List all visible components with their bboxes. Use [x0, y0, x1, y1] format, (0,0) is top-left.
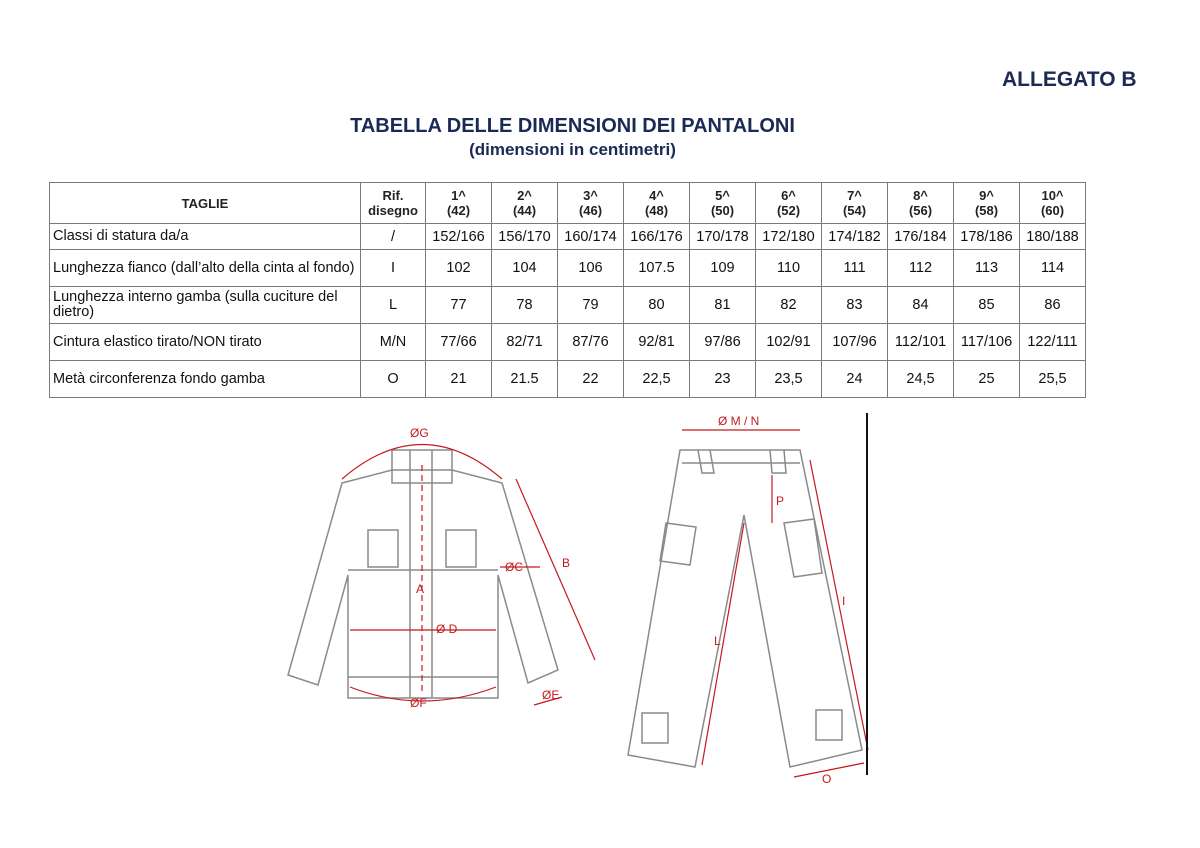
size-header — [624, 183, 690, 224]
table-cell: 82/71 — [492, 324, 558, 361]
row-ref: I — [361, 250, 426, 287]
trouser-outline — [628, 450, 862, 767]
table-cell: 112/101 — [888, 324, 954, 361]
size-number: 6^ — [781, 188, 796, 203]
table-cell: 21.5 — [492, 361, 558, 398]
taglie-header: TAGLIE — [50, 183, 361, 224]
table-cell: 156/170 — [492, 224, 558, 250]
table-cell: 160/174 — [558, 224, 624, 250]
garment-drawings — [270, 405, 880, 785]
table-cell: 104 — [492, 250, 558, 287]
table-cell: 97/86 — [690, 324, 756, 361]
row-ref: M/N — [361, 324, 426, 361]
label-mn: Ø M / N — [718, 414, 760, 428]
size-eu: (58) — [974, 203, 999, 218]
table-cell: 77 — [426, 287, 492, 324]
size-eu: (60) — [1040, 203, 1065, 218]
table-cell: 112 — [888, 250, 954, 287]
size-header — [756, 183, 822, 224]
table-cell: 178/186 — [954, 224, 1020, 250]
jacket-placket — [410, 450, 432, 698]
size-number: 10^ — [1041, 188, 1064, 203]
table-cell: 83 — [822, 287, 888, 324]
page-title: TABELLA DELLE DIMENSIONI DEI PANTALONI — [350, 115, 795, 137]
label-e: ØE — [542, 688, 560, 702]
table-cell: 25 — [954, 361, 1020, 398]
trouser-side-pocket-left — [660, 523, 696, 565]
table-cell: 174/182 — [822, 224, 888, 250]
table-cell: 122/111 — [1020, 324, 1086, 361]
table-cell: 24 — [822, 361, 888, 398]
table-cell: 80 — [624, 287, 690, 324]
label-b: B — [562, 556, 571, 570]
table-cell: 170/178 — [690, 224, 756, 250]
table-cell: 22,5 — [624, 361, 690, 398]
size-header — [558, 183, 624, 224]
row-label: Cintura elastico tirato/NON tirato — [50, 324, 361, 361]
table-cell: 117/106 — [954, 324, 1020, 361]
size-eu: (42) — [446, 203, 471, 218]
size-header — [954, 183, 1020, 224]
size-eu: (56) — [908, 203, 933, 218]
label-g: ØG — [410, 426, 429, 440]
size-eu: (50) — [710, 203, 735, 218]
size-header — [822, 183, 888, 224]
table-cell: 110 — [756, 250, 822, 287]
label-d: Ø D — [436, 622, 458, 636]
trouser-knee-patch-left — [642, 713, 668, 743]
label-l: L — [714, 634, 721, 648]
size-number: 7^ — [847, 188, 862, 203]
jacket-pocket-left — [368, 530, 398, 567]
table-cell: 84 — [888, 287, 954, 324]
label-c: ØC — [505, 560, 523, 574]
table-cell: 85 — [954, 287, 1020, 324]
size-number: 8^ — [913, 188, 928, 203]
table-cell: 82 — [756, 287, 822, 324]
table-cell: 79 — [558, 287, 624, 324]
size-number: 4^ — [649, 188, 664, 203]
trouser-measures — [682, 430, 868, 777]
table-cell: 25,5 — [1020, 361, 1086, 398]
row-ref: O — [361, 361, 426, 398]
trouser-belt-loop-left — [698, 450, 714, 473]
rif-header-line1: Rif. — [382, 188, 404, 203]
size-number: 9^ — [979, 188, 994, 203]
row-label: Lunghezza interno gamba (sulla cuciture del dietro) — [50, 287, 361, 324]
table-cell: 172/180 — [756, 224, 822, 250]
table-row — [50, 287, 1086, 324]
size-eu: (52) — [776, 203, 801, 218]
table-cell: 114 — [1020, 250, 1086, 287]
table-cell: 152/166 — [426, 224, 492, 250]
size-eu: (48) — [644, 203, 669, 218]
trouser-knee-patch-right — [816, 710, 842, 740]
table-cell: 81 — [690, 287, 756, 324]
size-header — [888, 183, 954, 224]
table-cell: 109 — [690, 250, 756, 287]
jacket-pocket-right — [446, 530, 476, 567]
size-header — [690, 183, 756, 224]
size-eu: (54) — [842, 203, 867, 218]
table-cell: 24,5 — [888, 361, 954, 398]
label-i: I — [842, 594, 846, 608]
label-o: O — [822, 772, 832, 785]
row-ref: L — [361, 287, 426, 324]
size-eu: (46) — [578, 203, 603, 218]
table-row — [50, 224, 1086, 250]
table-cell: 102/91 — [756, 324, 822, 361]
trouser-drawing — [628, 450, 862, 767]
size-header — [426, 183, 492, 224]
table-cell: 166/176 — [624, 224, 690, 250]
table-cell: 21 — [426, 361, 492, 398]
table-cell: 180/188 — [1020, 224, 1086, 250]
table-cell: 78 — [492, 287, 558, 324]
table-cell: 107.5 — [624, 250, 690, 287]
page-subtitle: (dimensioni in centimetri) — [469, 140, 676, 159]
table-cell: 23 — [690, 361, 756, 398]
table-cell: 176/184 — [888, 224, 954, 250]
table-header-row — [50, 183, 1086, 224]
measure-l-line — [702, 523, 744, 765]
size-eu: (44) — [512, 203, 537, 218]
row-label: Lunghezza fianco (dall’alto della cinta al fondo) — [50, 250, 361, 287]
row-ref: / — [361, 224, 426, 250]
label-f: ØF — [410, 696, 427, 710]
size-table — [49, 182, 1086, 398]
table-cell: 23,5 — [756, 361, 822, 398]
table-cell: 106 — [558, 250, 624, 287]
trouser-measure-labels — [714, 414, 845, 785]
rif-header-line2: disegno — [368, 203, 418, 218]
size-number: 5^ — [715, 188, 730, 203]
table-cell: 92/81 — [624, 324, 690, 361]
table-cell: 86 — [1020, 287, 1086, 324]
size-number: 2^ — [517, 188, 532, 203]
size-header — [492, 183, 558, 224]
table-cell: 22 — [558, 361, 624, 398]
rif-header — [361, 183, 426, 224]
annex-label: ALLEGATO B — [1002, 68, 1137, 91]
table-cell: 87/76 — [558, 324, 624, 361]
row-label: Classi di statura da/a — [50, 224, 361, 250]
size-number: 3^ — [583, 188, 598, 203]
table-cell: 111 — [822, 250, 888, 287]
table-cell: 107/96 — [822, 324, 888, 361]
table-row — [50, 361, 1086, 398]
label-p: P — [776, 494, 785, 508]
measure-i-line — [810, 460, 868, 750]
table-cell: 113 — [954, 250, 1020, 287]
trouser-belt-loop-right — [770, 450, 786, 473]
size-header — [1020, 183, 1086, 224]
size-number: 1^ — [451, 188, 466, 203]
table-row — [50, 250, 1086, 287]
label-a: A — [416, 582, 425, 596]
row-label: Metà circonferenza fondo gamba — [50, 361, 361, 398]
table-cell: 102 — [426, 250, 492, 287]
table-row — [50, 324, 1086, 361]
jacket-measure-labels — [410, 426, 570, 710]
table-cell: 77/66 — [426, 324, 492, 361]
jacket-drawing — [288, 450, 558, 698]
